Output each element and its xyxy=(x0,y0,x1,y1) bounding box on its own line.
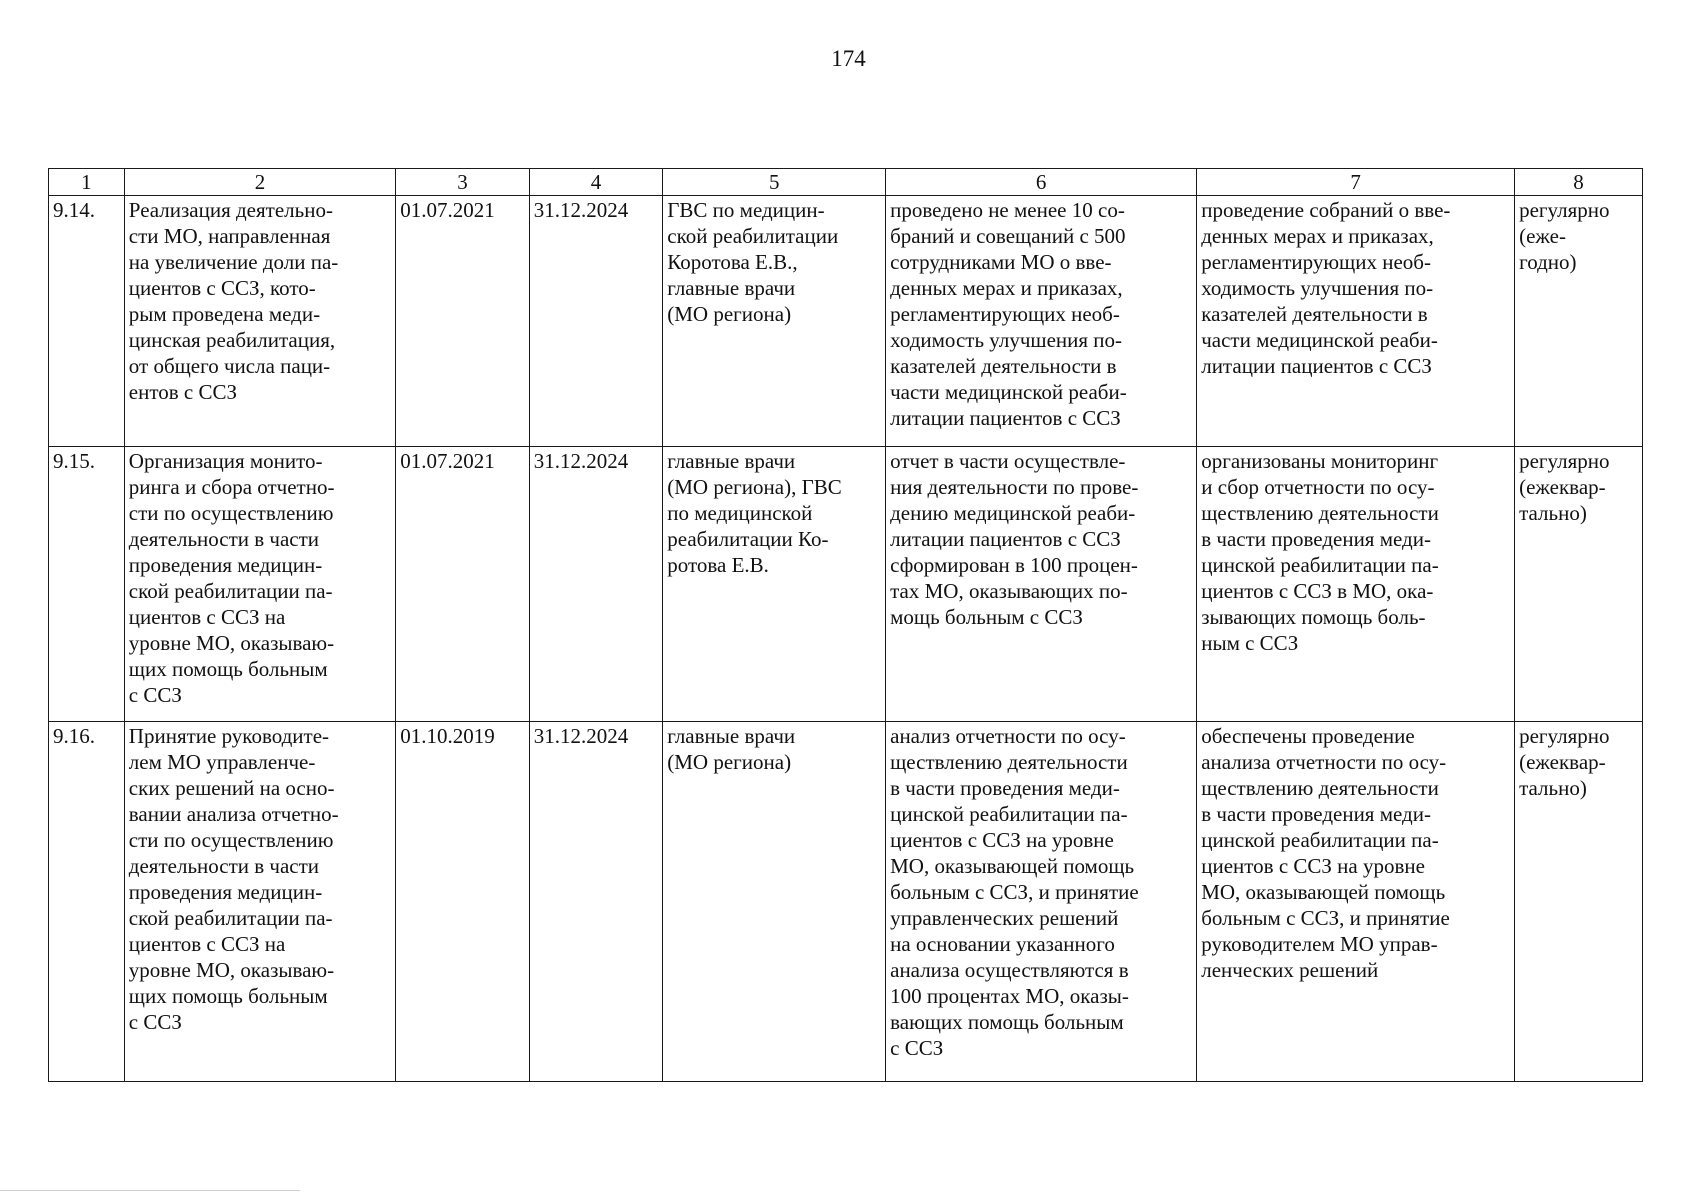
indicator-cell: проведение собраний о вве- денных мерах и приказах, регламентирующих необ- ходимость улучшения по- казателей деятельности в части медицинской реаби- литации пациентов с ССЗ xyxy=(1197,196,1515,447)
column-header: 1 xyxy=(49,169,125,196)
item-number: 9.15. xyxy=(49,447,125,722)
frequency-cell: регулярно (ежеквар- тально) xyxy=(1515,722,1643,1082)
start-date-cell: 01.07.2021 xyxy=(396,447,529,722)
action-plan-table xyxy=(48,168,1643,1082)
activity-cell: Организация монито- ринга и сбора отчетно- сти по осуществлению деятельности в части проведения медицин- ской реабилитации па- циентов с ССЗ на уровне МО, оказываю- щих помощь больным с ССЗ xyxy=(124,447,396,722)
end-date-cell: 31.12.2024 xyxy=(529,722,662,1082)
indicator-cell: обеспечены проведение анализа отчетности по осу- ществлению деятельности в части проведения меди- цинской реабилитации па- циентов с ССЗ на уровне МО, оказывающей помощь больным с ССЗ, и принятие руководителем МО управ- ленческих решений xyxy=(1197,722,1515,1082)
responsible-cell: главные врачи (МО региона), ГВС по медицинской реабилитации Ко- ротова Е.В. xyxy=(663,447,886,722)
page-number: 174 xyxy=(831,46,866,71)
column-header: 8 xyxy=(1515,169,1643,196)
responsible-cell: главные врачи (МО региона) xyxy=(663,722,886,1082)
column-header: 2 xyxy=(124,169,396,196)
column-header: 4 xyxy=(529,169,662,196)
column-header: 3 xyxy=(396,169,529,196)
frequency-cell: регулярно (ежеквар- тально) xyxy=(1515,447,1643,722)
column-header: 5 xyxy=(663,169,886,196)
end-date-cell: 31.12.2024 xyxy=(529,196,662,447)
column-header: 7 xyxy=(1197,169,1515,196)
result-cell: анализ отчетности по осу- ществлению деятельности в части проведения меди- цинской реабилитации па- циентов с ССЗ на уровне МО, оказывающей помощь больным с ССЗ, и принятие управленческих решений на основании указанного анализа осуществляются в 100 процентах МО, оказы- вающих помощь больным с ССЗ xyxy=(886,722,1197,1082)
frequency-cell: регулярно (еже- годно) xyxy=(1515,196,1643,447)
indicator-cell: организованы мониторинг и сбор отчетности по осу- ществлению деятельности в части проведения меди- цинской реабилитации па- циентов с ССЗ в МО, ока- зывающих помощь боль- ным с ССЗ xyxy=(1197,447,1515,722)
result-cell: проведено не менее 10 со- браний и совещаний с 500 сотрудниками МО о вве- денных мерах и приказах, регламентирующих необ- ходимость улучшения по- казателей деятельности в части медицинской реаби- литации пациентов с ССЗ xyxy=(886,196,1197,447)
responsible-cell: ГВС по медицин- ской реабилитации Коротова Е.В., главные врачи (МО региона) xyxy=(663,196,886,447)
activity-cell: Принятие руководите- лем МО управленче- ских решений на осно- вании анализа отчетно- сти по осуществлению деятельности в части проведения медицин- ской реабилитации па- циентов с ССЗ на уровне МО, оказываю- щих помощь больным с ССЗ xyxy=(124,722,396,1082)
item-number: 9.14. xyxy=(49,196,125,447)
column-number-row xyxy=(49,169,1643,196)
start-date-cell: 01.07.2021 xyxy=(396,196,529,447)
table-row xyxy=(49,722,1643,1082)
activity-cell: Реализация деятельно- сти МО, направленная на увеличение доли па- циентов с ССЗ, кото- рым проведена меди- цинская реабилитация, от общего числа паци- ентов с ССЗ xyxy=(124,196,396,447)
end-date-cell: 31.12.2024 xyxy=(529,447,662,722)
item-number: 9.16. xyxy=(49,722,125,1082)
scan-artifact-line xyxy=(0,1190,300,1191)
result-cell: отчет в части осуществле- ния деятельности по прове- дению медицинской реаби- литации пациентов с ССЗ сформирован в 100 процен- тах МО, оказывающих по- мощь больным с ССЗ xyxy=(886,447,1197,722)
start-date-cell: 01.10.2019 xyxy=(396,722,529,1082)
table-row xyxy=(49,447,1643,722)
table-row xyxy=(49,196,1643,447)
column-header: 6 xyxy=(886,169,1197,196)
